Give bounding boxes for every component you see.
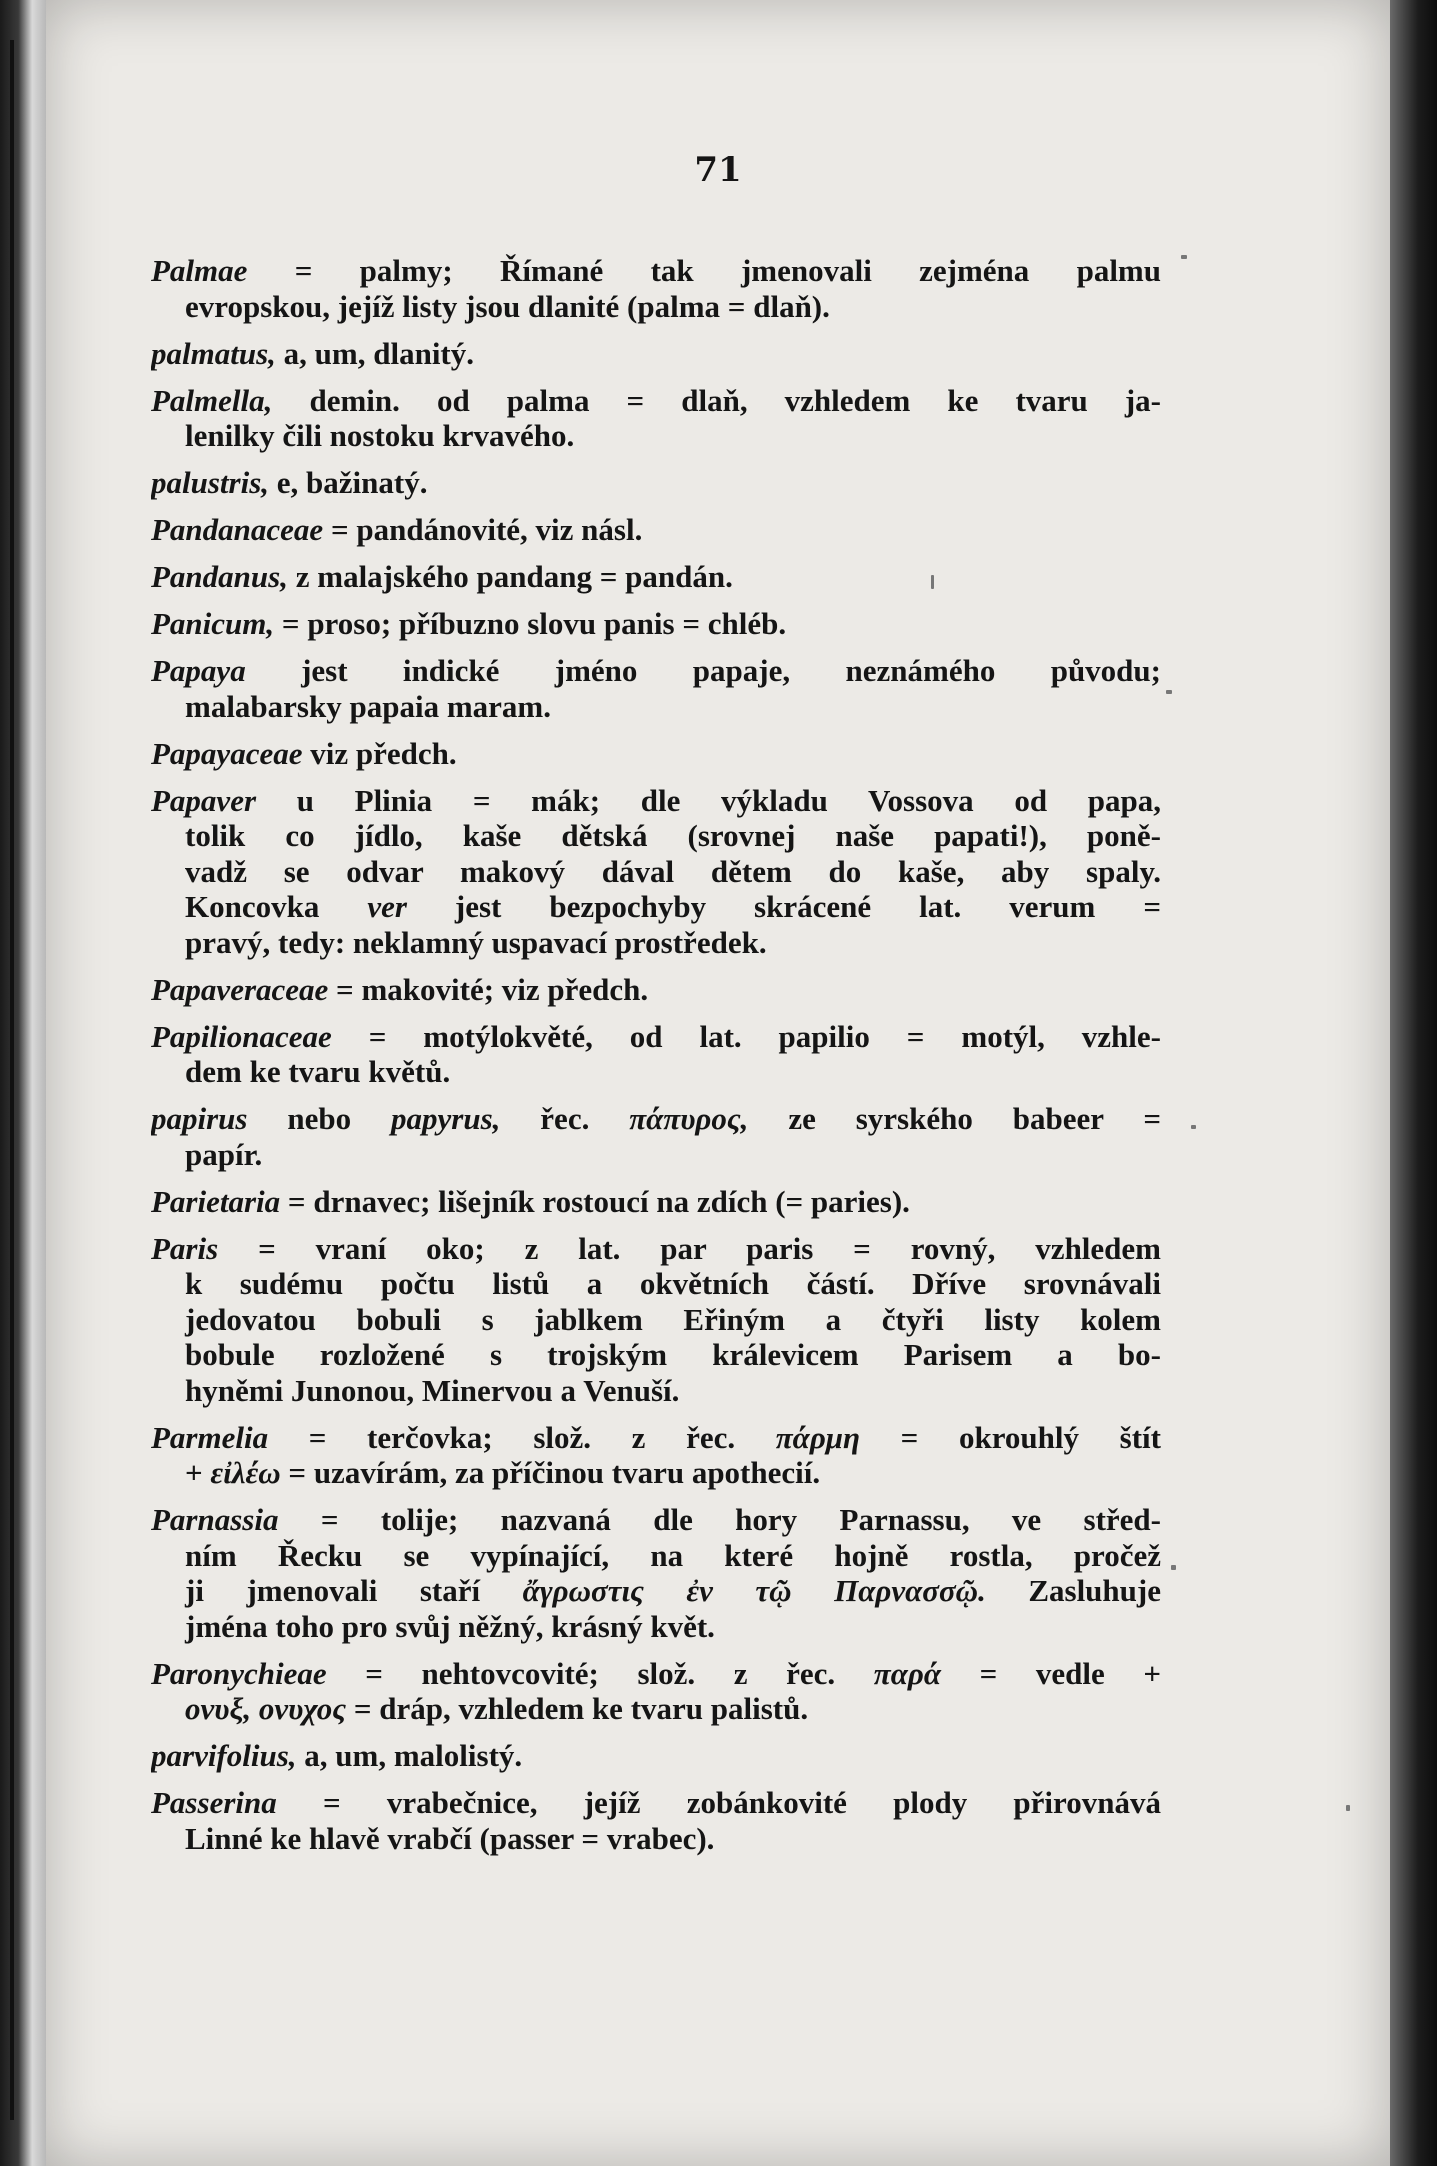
- dictionary-entry: [151, 336, 1161, 372]
- headword: Parnassia: [151, 1502, 279, 1537]
- entry-continuation-line: [151, 1302, 1161, 1338]
- entry-first-line: [151, 336, 1161, 372]
- definition-text: = drnavec; lišejník rostoucí na zdích (= paries).: [280, 1183, 910, 1219]
- entry-first-line: [151, 465, 1161, 501]
- entry-continuation-line: [151, 1538, 1161, 1574]
- headword: Palmella,: [151, 382, 273, 418]
- definition-text: pravý, tedy: neklamný uspavací prostředek.: [185, 924, 767, 960]
- entry-continuation-line: [151, 1455, 1161, 1491]
- definition-text: bobule rozložené s trojským králevicem Parisem a bo-: [185, 1337, 1161, 1372]
- entry-continuation-line: [151, 889, 1161, 925]
- definition-text: +: [185, 1455, 211, 1490]
- dictionary-entry: [151, 736, 1161, 772]
- dictionary-entry: [151, 653, 1161, 724]
- headword: Parietaria: [151, 1183, 281, 1219]
- definition-text: jest bezpochyby skrácené lat. verum =: [406, 889, 1161, 924]
- print-speck: [1171, 1565, 1176, 1570]
- dictionary-entry: [151, 1019, 1161, 1090]
- dictionary-entry: [151, 1738, 1161, 1774]
- entry-first-line: [151, 512, 1161, 548]
- italic-term: ἄγρωστις ἐν τῷ Παρνασσῷ.: [522, 1573, 986, 1608]
- headword: Papaveraceae: [151, 971, 329, 1007]
- headword: Papaver: [151, 782, 257, 818]
- headword: Palmae: [151, 253, 248, 288]
- dictionary-entry: [151, 972, 1161, 1008]
- entry-first-line: [151, 736, 1161, 772]
- entry-first-line: [151, 783, 1161, 819]
- definition-text: tolik co jídlo, kaše dětská (srovnej naše papati!), poně-: [185, 818, 1161, 853]
- headword: Panicum,: [151, 606, 275, 641]
- definition-text: ji jmenovali staří: [185, 1573, 523, 1608]
- print-speck: [1181, 255, 1187, 259]
- headword: Papayaceae: [151, 735, 303, 771]
- entry-first-line: [151, 1184, 1161, 1220]
- entry-first-line: [151, 1502, 1161, 1538]
- headword: papirus: [151, 1101, 248, 1136]
- headword: parvifolius,: [151, 1738, 297, 1773]
- definition-text: = vrabečnice, jejíž zobánkovité plody přirovnává: [276, 1785, 1161, 1820]
- entry-continuation-line: [151, 418, 1161, 454]
- definition-text: = makovité; viz předch.: [328, 971, 649, 1007]
- entry-first-line: [151, 1101, 1161, 1137]
- headword: Papilionaceae: [151, 1018, 332, 1054]
- entry-first-line: [151, 559, 1161, 595]
- entry-first-line: [151, 972, 1161, 1008]
- headword: Passerina: [151, 1785, 277, 1820]
- entry-continuation-line: [151, 1054, 1161, 1090]
- italic-term: πάπυρος,: [629, 1101, 749, 1136]
- entry-first-line: [151, 383, 1161, 419]
- definition-text: = terčovka; slož. z řec.: [268, 1419, 776, 1455]
- right-page-edge: [1390, 0, 1437, 2166]
- definition-text: = proso; příbuzno slovu panis = chléb.: [274, 606, 787, 641]
- dictionary-entry: [151, 1502, 1161, 1644]
- print-speck: [1346, 1805, 1350, 1811]
- definition-text: demin. od palma = dlaň, vzhledem ke tvaru ja-: [272, 382, 1161, 418]
- italic-term: papyrus,: [391, 1101, 501, 1136]
- entry-first-line: [151, 653, 1161, 689]
- entry-first-line: [151, 253, 1161, 289]
- left-page-edge: [0, 0, 46, 2166]
- definition-text: = nehtovcovité; slož. z řec.: [326, 1655, 874, 1691]
- dictionary-entry: [151, 512, 1161, 548]
- definition-text: jména toho pro svůj něžný, krásný květ.: [185, 1608, 715, 1644]
- entry-first-line: [151, 1019, 1161, 1055]
- dictionary-entry: [151, 606, 1161, 642]
- dictionary-entry: [151, 1785, 1161, 1856]
- entry-continuation-line: [151, 289, 1161, 325]
- dictionary-entry: [151, 383, 1161, 454]
- dictionary-entry: [151, 1656, 1161, 1727]
- dictionary-entry: [151, 1184, 1161, 1220]
- dictionary-entry: [151, 1101, 1161, 1172]
- definition-text: malabarsky papaia maram.: [185, 688, 551, 724]
- print-speck: [931, 575, 934, 589]
- entry-continuation-line: [151, 925, 1161, 961]
- entry-continuation-line: [151, 1266, 1161, 1302]
- entry-continuation-line: [151, 1573, 1161, 1609]
- definition-text: k sudému počtu listů a okvětních částí. Dříve srovnávali: [185, 1266, 1161, 1301]
- headword: Papaya: [151, 653, 246, 688]
- print-speck: [1191, 1125, 1196, 1129]
- entry-continuation-line: [151, 1691, 1161, 1727]
- entry-first-line: [151, 1656, 1161, 1692]
- italic-term: πάρμη: [775, 1419, 861, 1455]
- definition-text: Linné ke hlavě vrabčí (passer = vrabec).: [185, 1820, 715, 1856]
- definition-text: dem ke tvaru květů.: [185, 1054, 451, 1089]
- entry-first-line: [151, 1420, 1161, 1456]
- italic-term: ver: [367, 889, 407, 924]
- entry-continuation-line: [151, 1137, 1161, 1173]
- definition-text: = dráp, vzhledem ke tvaru palistů.: [346, 1691, 809, 1726]
- print-speck: [1166, 690, 1172, 694]
- definition-text: Koncovka: [185, 889, 368, 924]
- definition-text: nebo: [247, 1101, 392, 1136]
- definition-text: = tolije; nazvaná dle hory Parnassu, ve střed-: [278, 1502, 1161, 1537]
- headword: Paronychieae: [151, 1655, 327, 1691]
- headword: Pandanaceae: [151, 512, 324, 547]
- entry-continuation-line: [151, 1337, 1161, 1373]
- headword: palmatus,: [151, 335, 276, 371]
- entry-first-line: [151, 1231, 1161, 1267]
- definition-text: vadž se odvar makový dával dětem do kaše, aby spaly.: [185, 853, 1161, 889]
- definition-text: = okrouhlý štít: [860, 1419, 1161, 1455]
- binding-rule: [10, 40, 14, 2120]
- dictionary-entry: [151, 253, 1161, 324]
- page-number: 71: [694, 150, 742, 190]
- entry-first-line: [151, 606, 1161, 642]
- entry-first-line: [151, 1738, 1161, 1774]
- dictionary-entry: [151, 559, 1161, 595]
- entry-continuation-line: [151, 1373, 1161, 1409]
- dictionary-entry: [151, 1420, 1161, 1491]
- definition-text: = vedle +: [940, 1655, 1161, 1691]
- dictionary-entry: [151, 465, 1161, 501]
- headword: Paris: [151, 1230, 219, 1266]
- definition-text: a, um, malolistý.: [296, 1738, 523, 1773]
- headword: Parmelia: [151, 1419, 269, 1455]
- headword: Pandanus,: [151, 559, 288, 594]
- italic-term: εἰλέω: [210, 1455, 281, 1490]
- definition-text: viz předch.: [302, 735, 457, 771]
- definition-text: a, um, dlanitý.: [275, 335, 475, 371]
- definition-text: papír.: [185, 1136, 263, 1172]
- dictionary-entry: [151, 783, 1161, 961]
- italic-term: ονυξ, ονυχος: [185, 1691, 347, 1726]
- definition-text: evropskou, jejíž listy jsou dlanité (palma = dlaň).: [185, 288, 830, 324]
- entry-first-line: [151, 1785, 1161, 1821]
- definition-text: = palmy; Římané tak jmenovali zejména palmu: [247, 253, 1161, 288]
- dictionary-entry: [151, 1231, 1161, 1409]
- definition-text: z malajského pandang = pandán.: [287, 559, 733, 594]
- headword: palustris,: [151, 465, 270, 500]
- definition-text: = motýlokvěté, od lat. papilio = motýl, vzhle-: [331, 1018, 1161, 1054]
- definition-text: jest indické jméno papaje, neznámého původu;: [245, 653, 1161, 688]
- entry-continuation-line: [151, 689, 1161, 725]
- dictionary-entries: [151, 253, 1161, 1868]
- definition-text: e, bažinatý.: [269, 465, 428, 500]
- definition-text: řec.: [500, 1101, 630, 1136]
- definition-text: = uzavírám, za příčinou tvaru apothecií.: [280, 1455, 821, 1490]
- definition-text: ním Řecku se vypínající, na které hojně rostla, pročež: [185, 1537, 1161, 1573]
- entry-continuation-line: [151, 1821, 1161, 1857]
- entry-continuation-line: [151, 854, 1161, 890]
- definition-text: = pandánovité, viz násl.: [323, 512, 643, 547]
- definition-text: hyněmi Junonou, Minervou a Venuší.: [185, 1372, 680, 1408]
- entry-continuation-line: [151, 1609, 1161, 1645]
- definition-text: u Plinia = mák; dle výkladu Vossova od papa,: [256, 782, 1161, 818]
- italic-term: παρά: [873, 1655, 941, 1691]
- definition-text: ze syrského babeer =: [748, 1101, 1161, 1136]
- definition-text: = vraní oko; z lat. par paris = rovný, vzhledem: [218, 1230, 1161, 1266]
- definition-text: Zasluhuje: [985, 1573, 1161, 1608]
- entry-continuation-line: [151, 818, 1161, 854]
- book-page: [46, 0, 1390, 2166]
- definition-text: jedovatou bobuli s jablkem Eřiným a čtyři listy kolem: [185, 1301, 1161, 1337]
- definition-text: lenilky čili nostoku krvavého.: [185, 418, 575, 453]
